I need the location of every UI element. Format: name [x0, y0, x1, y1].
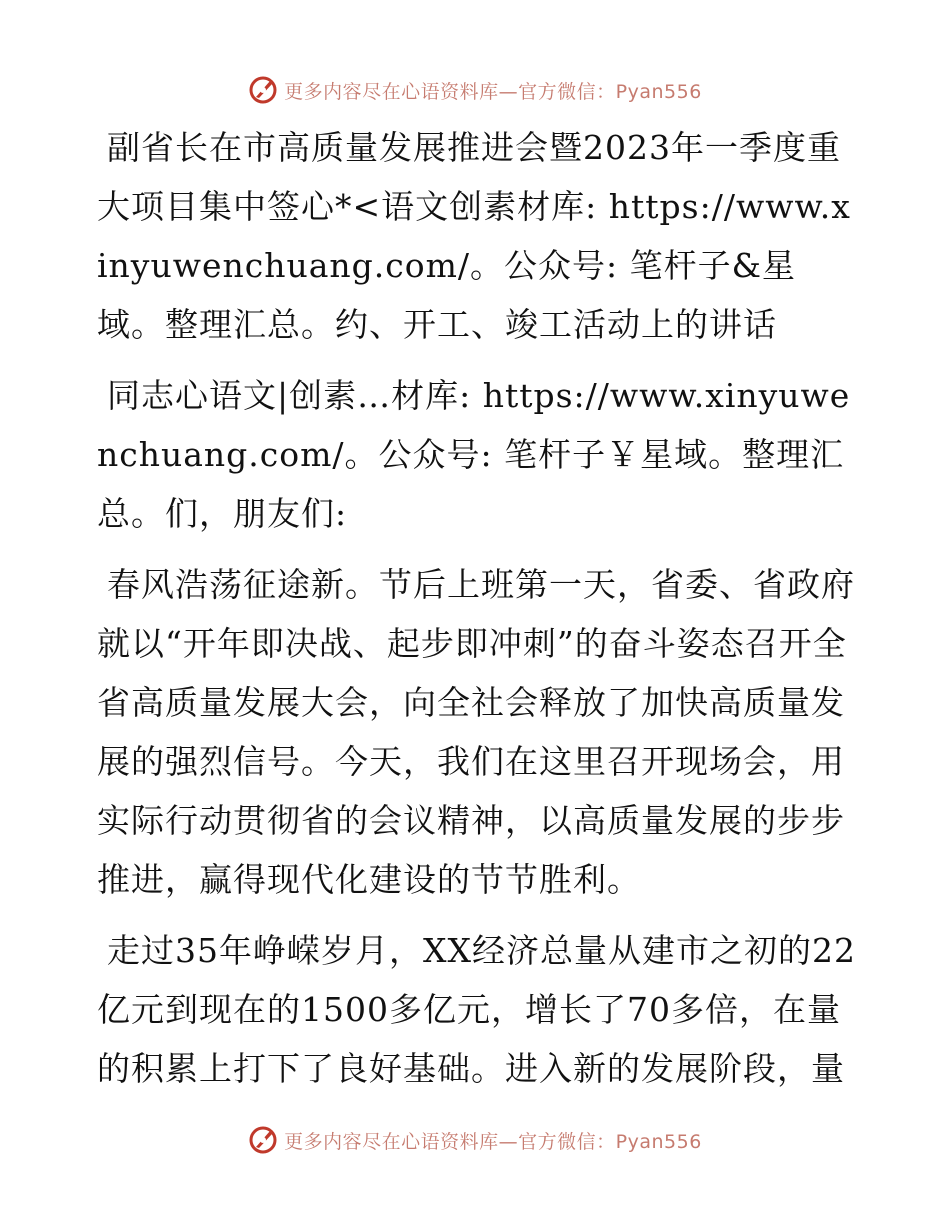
quill-pen-logo-icon — [248, 1125, 278, 1155]
paragraph-greeting: 同志心语文|创素…材库: https://www.xinyuwenchuang.com/。公众号: 笔杆子￥星域。整理汇总。们，朋友们: — [97, 376, 851, 533]
quill-pen-logo-icon — [248, 75, 278, 105]
document-body — [97, 118, 857, 1110]
watermark-text: 更多内容尽在心语资料库—官方微信：Pyan556 — [284, 80, 702, 103]
watermark-text: 更多内容尽在心语资料库—官方微信：Pyan556 — [284, 1130, 702, 1153]
paragraph-body-2: 走过35年峥嵘岁月，XX经济总量从建市之初的22亿元到现在的1500多亿元，增长了70多倍，在量的积累上打下了良好基础。进入新的发展阶段，量 — [97, 931, 856, 1088]
header-watermark — [0, 70, 950, 110]
footer-watermark — [0, 1120, 950, 1160]
paragraph-body-1: 春风浩荡征途新。节后上班第一天，省委、省政府就以“开年即决战、起步即冲刺”的奋斗姿态召开全省高质量发展大会，向全社会释放了加快高质量发展的强烈信号。今天，我们在这里召开现场会，用实际行动贯彻省的会议精神，以高质量发展的步步推进，赢得现代化建设的节节胜利。 — [97, 565, 855, 899]
paragraph-title: 副省长在市高质量发展推进会暨2023年一季度重大项目集中签心*<语文创素材库: https://www.xinyuwenchuang.com/。公众号: 笔杆子&星域。整理汇总。约、开工、竣工活动上的讲话 — [97, 128, 851, 344]
